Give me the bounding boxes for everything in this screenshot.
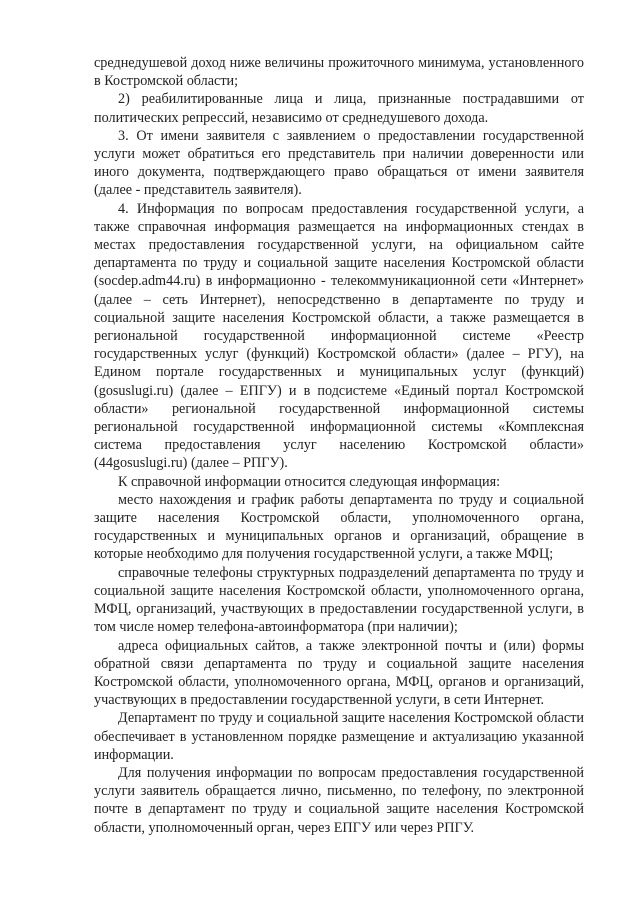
paragraph-reference-phones: справочные телефоны структурных подразделений департамента по труду и социальной защите населения Костромской области, уполномоченного органа, МФЦ, организаций, участвующих в предоставлении государственной услуги, в том числе номер телефона-автоинформатора (при наличии); [94, 564, 584, 636]
paragraph-how-to-obtain-info: Для получения информации по вопросам предоставления государственной услуги заявитель обращается лично, письменно, по телефону, по электронной почте в департамент по труду и социальной защите населения Костромской области, уполномоченный орган, через ЕПГУ или через РПГУ. [94, 764, 584, 836]
paragraph-websites-email: адреса официальных сайтов, а также электронной почты и (или) формы обратной связи департамента по труду и социальной защите населения Костромской области, уполномоченного органа, МФЦ, органов и организаций, участвующих в предоставлении государственной услуги, в сети Интернет. [94, 637, 584, 709]
paragraph-location-schedule: место нахождения и график работы департамента по труду и социальной защите населения Костромской области, уполномоченного органа, государственных и муниципальных органов и организаций, обращение в которые необходимо для получения государственной услуги, а также МФЦ; [94, 491, 584, 563]
paragraph-department-updates: Департамент по труду и социальной защите населения Костромской области обеспечивает в установленном порядке размещение и актуализацию указанной информации. [94, 710, 584, 763]
paragraph-item-2-rehabilitated: 2) реабилитированные лица и лица, признанные пострадавшими от политических репрессий, независимо от среднедушевого дохода. [94, 91, 584, 126]
paragraph-income-criterion: среднедушевой доход ниже величины прожиточного минимума, установленного в Костромской области; [94, 55, 584, 90]
document-page [94, 54, 584, 837]
paragraph-clause-4-information: 4. Информация по вопросам предоставления государственной услуги, а также справочная информация размещается на информационных стендах в местах предоставления государственной услуги, на официальном сайте департамента по труду и социальной защите населения Костромской области (socdep.adm44.ru) в информационно - телекоммуникационной сети «Интернет» (далее – сеть Интернет), непосредственно в департаменте по труду и социальной защите населения Костромской области, а также размещается в региональной государственной информационной системе «Реестр государственных услуг (функций) Костромской области» (далее – РГУ), на Едином портале государственных и муниципальных услуг (функций) (gosuslugi.ru) (далее – ЕПГУ) и в подсистеме «Единый портал Костромской области» региональной государственной информационной системы региональной государственной информационной системы «Комплексная система предоставления услуг населению Костромской области» (44gosuslugi.ru) (далее – РПГУ). [94, 200, 584, 472]
paragraph-clause-3-representative: 3. От имени заявителя с заявлением о предоставлении государственной услуги может обратиться его представитель при наличии доверенности или иного документа, подтверждающего право обращаться от имени заявителя (далее - представитель заявителя). [94, 127, 584, 199]
paragraph-reference-info-heading: К справочной информации относится следующая информация: [118, 473, 501, 490]
